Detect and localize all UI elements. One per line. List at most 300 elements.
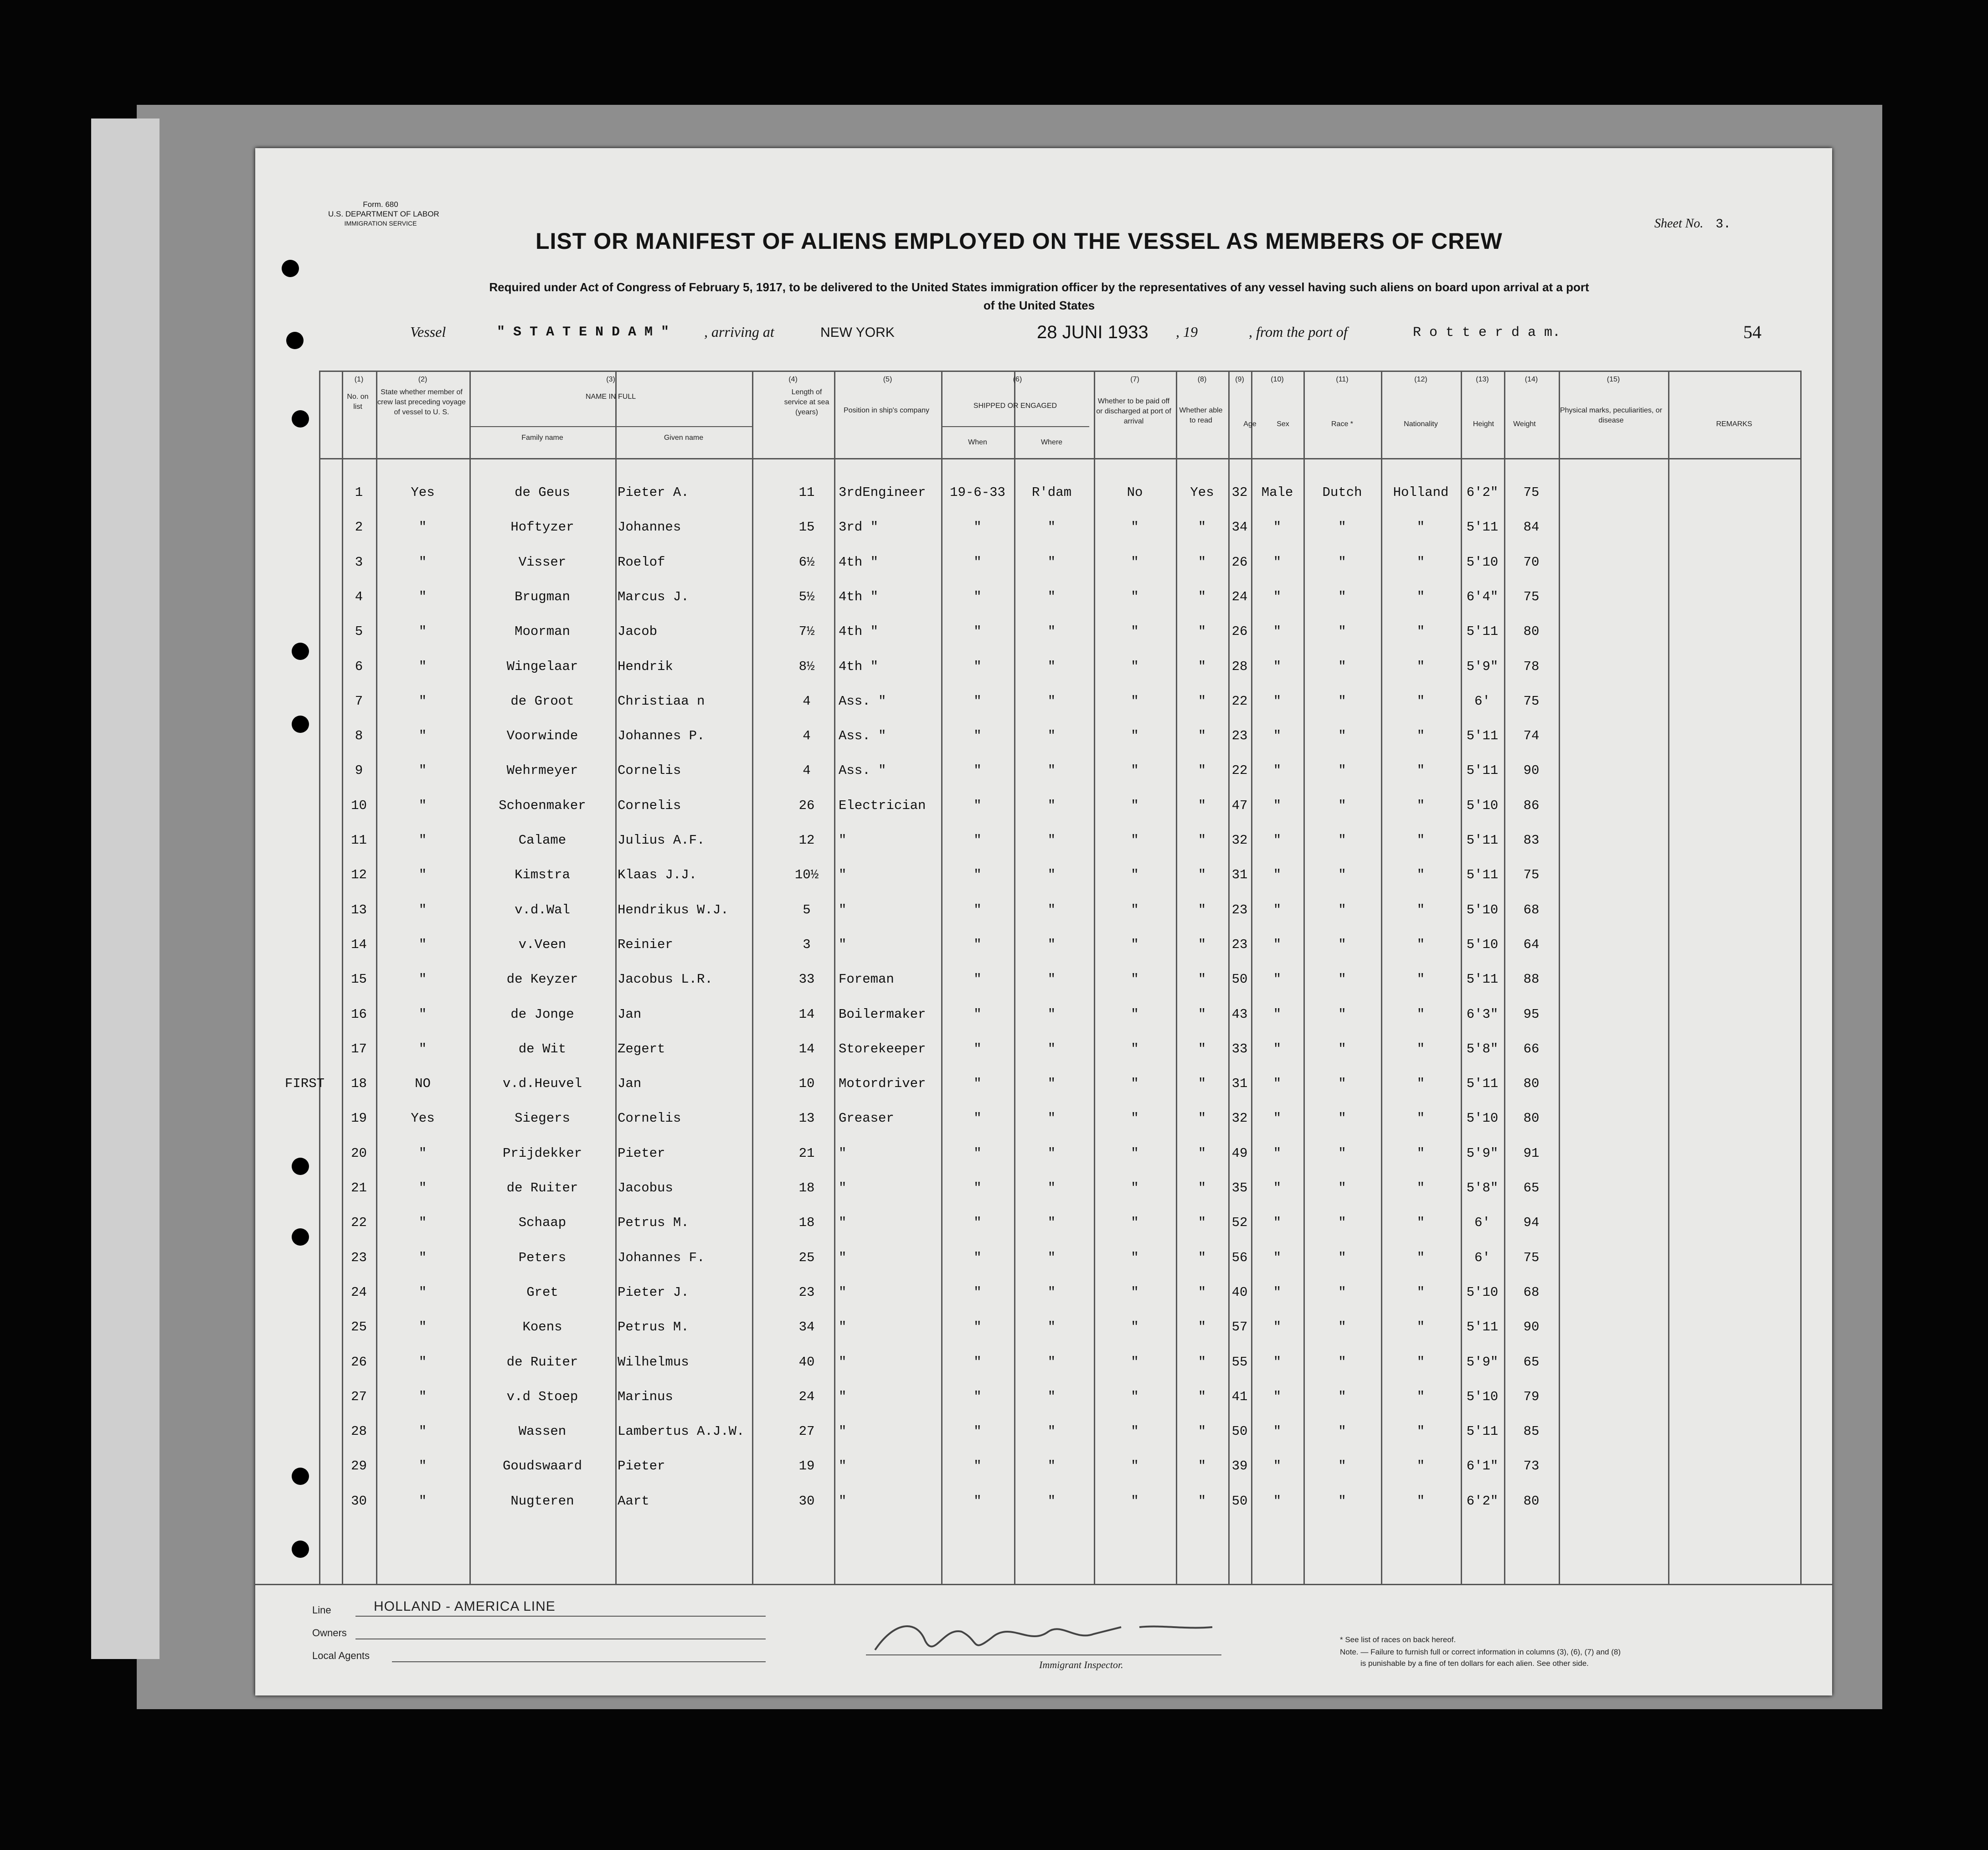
cell-no: 15 [351, 972, 367, 987]
cell-pos: Electrician [839, 798, 926, 813]
cell-ht: 6' [1474, 1215, 1490, 1231]
cell-when: " [973, 1493, 982, 1509]
cell-when: " [973, 1041, 982, 1056]
cell-nat: " [1416, 1424, 1425, 1439]
col-when-header: When [968, 438, 987, 446]
cell-wt: 86 [1523, 798, 1540, 813]
cell-read: " [1198, 728, 1206, 744]
cell-voy: " [418, 1250, 427, 1265]
cell-no: 5 [355, 624, 363, 639]
cell-paid: " [1131, 1319, 1139, 1335]
cell-voy: " [418, 972, 427, 987]
cell-when: " [973, 867, 982, 883]
cell-read: " [1198, 1458, 1206, 1474]
cell-age: 47 [1231, 798, 1248, 813]
binder-hole [282, 260, 299, 277]
cell-family: Nugteren [510, 1493, 574, 1509]
cell-age: 32 [1231, 485, 1248, 500]
cell-svc: 25 [798, 1250, 815, 1265]
cell-svc: 5 [803, 902, 811, 917]
cell-no: 22 [351, 1215, 367, 1231]
cell-race: " [1338, 1354, 1346, 1370]
cell-no: 1 [355, 485, 363, 500]
cell-ht: 5'11 [1466, 1319, 1499, 1335]
col-voyage-header: State whether member of crew last preceding voyage of vessel to U. S. [377, 388, 466, 416]
cell-family: de Keyzer [506, 972, 578, 987]
cell-sex: " [1273, 589, 1282, 604]
cell-paid: " [1131, 659, 1139, 674]
cell-family: Prijdekker [502, 1145, 582, 1161]
cell-paid: " [1131, 1354, 1139, 1370]
cell-read: " [1198, 1041, 1206, 1056]
cell-age: 23 [1231, 937, 1248, 952]
col-sex-header: Sex [1277, 420, 1289, 428]
cell-voy: " [418, 520, 427, 535]
col-race-header: Race * [1331, 420, 1354, 428]
cell-where: " [1047, 693, 1056, 709]
cell-no: 18 [351, 1076, 367, 1092]
cell-ht: 5'11 [1466, 763, 1499, 778]
cell-ht: 5'10 [1466, 902, 1499, 917]
col-shipped-header: SHIPPED OR ENGAGED [973, 402, 1057, 410]
cell-nat: " [1416, 1215, 1425, 1231]
cell-family: Schoenmaker [499, 798, 586, 813]
cell-ht: 5'11 [1466, 728, 1499, 744]
cell-svc: 14 [798, 1006, 815, 1022]
cell-paid: " [1131, 763, 1139, 778]
cell-svc: 11 [798, 485, 815, 500]
cell-ht: 5'11 [1466, 520, 1499, 535]
cell-race: " [1338, 728, 1346, 744]
cell-pos: " [839, 1145, 847, 1161]
cell-nat: " [1416, 624, 1425, 639]
cell-voy: " [418, 833, 427, 848]
cell-svc: 10 [798, 1076, 815, 1092]
cell-svc: 30 [798, 1493, 815, 1509]
cell-wt: 88 [1523, 972, 1540, 987]
cell-nat: " [1416, 1458, 1425, 1474]
binder-hole [292, 1228, 309, 1246]
cell-read: " [1198, 1145, 1206, 1161]
cell-read: " [1198, 1006, 1206, 1022]
cell-paid: " [1131, 1145, 1139, 1161]
cell-age: 57 [1231, 1319, 1248, 1335]
cell-ht: 5'10 [1466, 1284, 1499, 1300]
cell-ht: 5'9" [1466, 1354, 1499, 1370]
cell-svc: 5½ [798, 589, 815, 604]
cell-nat: " [1416, 728, 1425, 744]
column-divider [319, 371, 320, 1584]
cell-race: " [1338, 659, 1346, 674]
binder-hole [292, 1468, 309, 1485]
cell-voy: " [418, 1284, 427, 1300]
cell-no: 19 [351, 1111, 367, 1126]
cell-pos: " [839, 1250, 847, 1265]
cell-when: " [973, 1076, 982, 1092]
cell-wt: 75 [1523, 589, 1540, 604]
cell-no: 4 [355, 589, 363, 604]
cell-race: " [1338, 1076, 1346, 1092]
cell-race: " [1338, 763, 1346, 778]
cell-wt: 90 [1523, 1319, 1540, 1335]
cell-nat: " [1416, 1180, 1425, 1196]
cell-wt: 75 [1523, 867, 1540, 883]
cell-family: de Wit [518, 1041, 567, 1056]
cell-wt: 64 [1523, 937, 1540, 952]
cell-race: " [1338, 902, 1346, 917]
cell-voy: " [418, 902, 427, 917]
cell-no: 2 [355, 520, 363, 535]
cell-voy: " [418, 693, 427, 709]
cell-no: 11 [351, 833, 367, 848]
cell-paid: " [1131, 693, 1139, 709]
cell-voy: " [418, 1180, 427, 1196]
cell-paid: " [1131, 1250, 1139, 1265]
cell-sex: " [1273, 1145, 1282, 1161]
cell-where: " [1047, 867, 1056, 883]
cell-wt: 78 [1523, 659, 1540, 674]
cell-family: Hoftyzer [510, 520, 574, 535]
cell-where: " [1047, 624, 1056, 639]
column-divider [1559, 371, 1560, 1584]
cell-family: de Geus [515, 485, 570, 500]
cell-where: " [1047, 1041, 1056, 1056]
cell-read: " [1198, 554, 1206, 570]
cell-given: Jan [618, 1006, 642, 1022]
cell-wt: 65 [1523, 1354, 1540, 1370]
cell-paid: " [1131, 1076, 1139, 1092]
cell-given: Zegert [618, 1041, 665, 1056]
cell-no: 25 [351, 1319, 367, 1335]
cell-no: 21 [351, 1180, 367, 1196]
cell-age: 31 [1231, 1076, 1248, 1092]
vessel-label: Vessel [410, 324, 446, 340]
cell-when: " [973, 1111, 982, 1126]
cell-sex: " [1273, 1389, 1282, 1404]
form-header [328, 200, 439, 228]
cell-wt: 80 [1523, 624, 1540, 639]
cell-nat: " [1416, 1493, 1425, 1509]
cell-race: " [1338, 520, 1346, 535]
cell-race: " [1338, 1319, 1346, 1335]
cell-svc: 3 [803, 937, 811, 952]
cell-wt: 73 [1523, 1458, 1540, 1474]
cell-voy: " [418, 659, 427, 674]
cell-read: " [1198, 1180, 1206, 1196]
cell-wt: 70 [1523, 554, 1540, 570]
cell-sex: " [1273, 1111, 1282, 1126]
cell-where: " [1047, 554, 1056, 570]
cell-nat: " [1416, 1006, 1425, 1022]
column-number: (8) [1197, 376, 1207, 383]
cell-pos: " [839, 867, 847, 883]
cell-when: " [973, 1006, 982, 1022]
cell-read: " [1198, 1319, 1206, 1335]
cell-race: " [1338, 1006, 1346, 1022]
cell-family: Koens [522, 1319, 562, 1335]
cell-given: Wilhelmus [618, 1354, 689, 1370]
cell-voy: " [418, 1389, 427, 1404]
cell-nat: " [1416, 972, 1425, 987]
cell-sex: " [1273, 1493, 1282, 1509]
cell-wt: 80 [1523, 1076, 1540, 1092]
cell-svc: 8½ [798, 659, 815, 674]
cell-sex: " [1273, 624, 1282, 639]
cell-race: " [1338, 1284, 1346, 1300]
cell-voy: Yes [411, 1111, 435, 1126]
cell-family: Siegers [515, 1111, 570, 1126]
cell-where: " [1047, 1215, 1056, 1231]
cell-paid: " [1131, 833, 1139, 848]
cell-family: Visser [518, 554, 567, 570]
cell-race: Dutch [1322, 485, 1362, 500]
cell-given: Petrus M. [618, 1215, 689, 1231]
cell-when: " [973, 693, 982, 709]
cell-race: " [1338, 1389, 1346, 1404]
cell-when: " [973, 520, 982, 535]
inspector-rule [866, 1654, 1221, 1655]
cell-race: " [1338, 589, 1346, 604]
from-port-label: , from the port of [1249, 324, 1348, 340]
cell-given: Jacobus [618, 1180, 673, 1196]
cell-voy: " [418, 1424, 427, 1439]
cell-when: " [973, 1389, 982, 1404]
binder-hole [286, 332, 304, 349]
cell-where: " [1047, 763, 1056, 778]
col-given-header: Given name [664, 434, 704, 442]
cell-read: " [1198, 659, 1206, 674]
cell-paid: " [1131, 1041, 1139, 1056]
cell-nat: " [1416, 1041, 1425, 1056]
cell-ht: 5'10 [1466, 798, 1499, 813]
cell-given: Roelof [618, 554, 665, 570]
col-height-header: Height [1473, 420, 1494, 428]
cell-voy: " [418, 589, 427, 604]
cell-race: " [1338, 798, 1346, 813]
binder-hole [292, 716, 309, 733]
cell-wt: 83 [1523, 833, 1540, 848]
cell-svc: 24 [798, 1389, 815, 1404]
col-service-header: Length of service at sea (years) [784, 388, 829, 416]
cell-no: 13 [351, 902, 367, 917]
cell-age: 50 [1231, 1493, 1248, 1509]
sheet-number-label [1654, 216, 1731, 232]
cell-age: 40 [1231, 1284, 1248, 1300]
cell-nat: " [1416, 554, 1425, 570]
cell-read: " [1198, 1354, 1206, 1370]
cell-when: " [973, 972, 982, 987]
name-subheader-rule [469, 426, 752, 427]
cell-where: " [1047, 659, 1056, 674]
cell-wt: 66 [1523, 1041, 1540, 1056]
cell-sex: " [1273, 798, 1282, 813]
column-number: (12) [1414, 376, 1427, 383]
cell-pos: 4th " [839, 659, 879, 674]
cell-family: Moorman [515, 624, 570, 639]
cell-when: 19-6-33 [950, 485, 1005, 500]
cell-nat: Holland [1393, 485, 1449, 500]
cell-race: " [1338, 972, 1346, 987]
cell-no: 17 [351, 1041, 367, 1056]
cell-given: Pieter [618, 1145, 665, 1161]
cell-family: Calame [518, 833, 567, 848]
cell-read: " [1198, 833, 1206, 848]
cell-age: 49 [1231, 1145, 1248, 1161]
cell-sex: " [1273, 833, 1282, 848]
cell-race: " [1338, 1458, 1346, 1474]
cell-read: " [1198, 1250, 1206, 1265]
cell-ht: 5'11 [1466, 1076, 1499, 1092]
cell-when: " [973, 1215, 982, 1231]
cell-svc: 18 [798, 1180, 815, 1196]
cell-ht: 6' [1474, 693, 1490, 709]
cell-given: Jan [618, 1076, 642, 1092]
cell-sex: " [1273, 1354, 1282, 1370]
line-rule [355, 1616, 766, 1617]
cell-family: Wingelaar [506, 659, 578, 674]
cell-voy: " [418, 1354, 427, 1370]
penalty-note-1: Note. — Failure to furnish full or correct information in columns (3), (6), (7) and (8) [1340, 1648, 1621, 1656]
column-number: (1) [354, 376, 364, 383]
cell-pos: Motordriver [839, 1076, 926, 1092]
cell-given: Jacob [618, 624, 658, 639]
cell-pos: Ass. " [839, 693, 886, 709]
cell-wt: 84 [1523, 520, 1540, 535]
cell-sex: " [1273, 1076, 1282, 1092]
cell-sex: " [1273, 1284, 1282, 1300]
column-number: (4) [788, 376, 798, 383]
cell-pos: " [839, 833, 847, 848]
cell-age: 24 [1231, 589, 1248, 604]
arriving-label: , arriving at [704, 324, 774, 340]
cell-no: 3 [355, 554, 363, 570]
cell-wt: 79 [1523, 1389, 1540, 1404]
sheet-label: Sheet No. [1654, 216, 1704, 231]
cell-read: " [1198, 763, 1206, 778]
cell-read: " [1198, 937, 1206, 952]
cell-no: 20 [351, 1145, 367, 1161]
cell-read: " [1198, 1215, 1206, 1231]
cell-sex: " [1273, 1250, 1282, 1265]
cell-age: 34 [1231, 520, 1248, 535]
column-number: (9) [1235, 376, 1244, 383]
col-read-header: Whether able to read [1179, 407, 1223, 424]
cell-voy: " [418, 554, 427, 570]
arrival-port: NEW YORK [820, 325, 895, 340]
cell-ht: 5'10 [1466, 1389, 1499, 1404]
cell-paid: " [1131, 1458, 1139, 1474]
cell-family: de Ruiter [506, 1354, 578, 1370]
cell-where: " [1047, 1389, 1056, 1404]
column-number: (15) [1607, 376, 1620, 383]
cell-voy: " [418, 728, 427, 744]
cell-no: 26 [351, 1354, 367, 1370]
cell-race: " [1338, 1041, 1346, 1056]
col-family-header: Family name [521, 434, 563, 442]
cell-voy: " [418, 624, 427, 639]
cell-pos: " [839, 1215, 847, 1231]
cell-where: R'dam [1031, 485, 1071, 500]
cell-where: " [1047, 1424, 1056, 1439]
cell-race: " [1338, 1145, 1346, 1161]
cell-where: " [1047, 520, 1056, 535]
cell-svc: 23 [798, 1284, 815, 1300]
cell-when: " [973, 1180, 982, 1196]
cell-nat: " [1416, 937, 1425, 952]
column-number: (2) [418, 376, 427, 383]
cell-given: Cornelis [618, 798, 681, 813]
cell-age: 28 [1231, 659, 1248, 674]
column-number: (6) [1013, 376, 1022, 383]
cell-nat: " [1416, 763, 1425, 778]
cell-wt: 75 [1523, 1250, 1540, 1265]
cell-pos: " [839, 1458, 847, 1474]
page-number: 54 [1743, 322, 1761, 342]
cell-no: 6 [355, 659, 363, 674]
cell-sex: " [1273, 659, 1282, 674]
cell-wt: 75 [1523, 693, 1540, 709]
cell-where: " [1047, 1180, 1056, 1196]
cell-voy: " [418, 1215, 427, 1231]
column-number: (5) [883, 376, 892, 383]
binder-hole [292, 1541, 309, 1558]
cell-sex: Male [1261, 485, 1293, 500]
cell-paid: " [1131, 798, 1139, 813]
cell-where: " [1047, 1493, 1056, 1509]
cell-svc: 14 [798, 1041, 815, 1056]
cell-given: Pieter [618, 1458, 665, 1474]
cell-when: " [973, 937, 982, 952]
cell-paid: " [1131, 624, 1139, 639]
cell-read: " [1198, 902, 1206, 917]
cell-paid: " [1131, 1111, 1139, 1126]
cell-where: " [1047, 798, 1056, 813]
cell-pos: 4th " [839, 554, 879, 570]
cell-sex: " [1273, 1215, 1282, 1231]
race-note: * See list of races on back hereof. [1340, 1635, 1456, 1644]
cell-paid: " [1131, 1424, 1139, 1439]
column-number: (13) [1476, 376, 1489, 383]
cell-sex: " [1273, 693, 1282, 709]
cell-nat: " [1416, 833, 1425, 848]
cell-ht: 5'10 [1466, 554, 1499, 570]
cell-pos: Greaser [839, 1111, 894, 1126]
cell-svc: 18 [798, 1215, 815, 1231]
cell-voy: " [418, 867, 427, 883]
column-number: (14) [1524, 376, 1538, 383]
cell-where: " [1047, 728, 1056, 744]
cell-family: de Ruiter [506, 1180, 578, 1196]
cell-read: " [1198, 520, 1206, 535]
cell-voy: " [418, 1041, 427, 1056]
cell-wt: 74 [1523, 728, 1540, 744]
cell-sex: " [1273, 554, 1282, 570]
manifest-title: LIST OR MANIFEST OF ALIENS EMPLOYED ON THE VESSEL AS MEMBERS OF CREW [536, 228, 1503, 254]
cell-age: 52 [1231, 1215, 1248, 1231]
cell-family: Wassen [518, 1424, 567, 1439]
cell-ht: 5'8" [1466, 1041, 1499, 1056]
cell-given: Klaas J.J. [618, 867, 697, 883]
cell-given: Johannes F. [618, 1250, 705, 1265]
cell-voy: NO [415, 1076, 431, 1092]
cell-no: 24 [351, 1284, 367, 1300]
cell-wt: 94 [1523, 1215, 1540, 1231]
cell-age: 31 [1231, 867, 1248, 883]
cell-read: " [1198, 1424, 1206, 1439]
cell-svc: 7½ [798, 624, 815, 639]
cell-ht: 5'9" [1466, 1145, 1499, 1161]
cell-paid: No [1127, 485, 1143, 500]
